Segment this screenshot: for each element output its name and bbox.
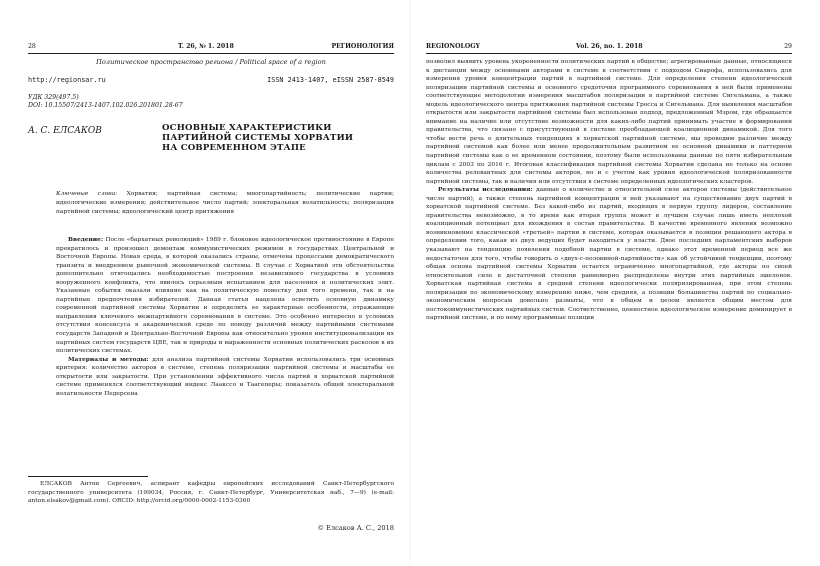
copyright: © Елсаков А. С., 2018 [317, 524, 394, 532]
title-line: ОСНОВНЫЕ ХАРАКТЕРИСТИКИ [162, 123, 332, 133]
keywords-text: Хорватия; партийная система; многопартийность; политические партии; идеологические измерения; действительное число партий; электоральная волатильность; поляризация партийной системы; идеологический центр притяжения [56, 191, 395, 215]
author-footnote [28, 480, 394, 506]
right-volume: Vol. 26, no. 1. 2018 [576, 43, 643, 50]
left-volume: T. 26, № 1. 2018 [178, 43, 234, 50]
section-title: Политическое пространство региона / Political space of a region [96, 58, 326, 66]
intro-text: После «бархатных революций» 1989 г. блоковое идеологическое противостояние в Европе прекратилось и произошел демонтаж коммунистических режимов в государствах Центральной и Восточной Европы. Новая среда, в которой оказались страны, отмечена процессами демократического транзита и внедрением рыночной экономической системы. В случае с Хорватией эти обстоятельства дополнительно отягощались необходимостью построения независимого государства в условиях вооруженного конфликта, что явилось серьезным испытанием для населения и политических элит. Указанные события оказали влияние как на политическую повестку дня того времени, так и на партийные предпочтения избирателей. Данная статья нацелена осветить основную динамику современной партийной системы Хорватии и определить ее характерные особенности, отражающие направления ключевого межпартийного соревнования в системе. Это особенно интересно в условиях отсутствия консенсуса в академической среде по поводу различий между партийными системами государств Западной и Центрально-Восточной Европы как относительно уровня институционализации их партийных систем государств ЦВЕ, так и природы и выраженности основных политических расколов в их политических системах. [56, 237, 395, 355]
results-text: данные о количестве и относительной силе акторов системы (действительное число партий), а также степень партийной концентрации в ней указывают на существование двух партий в хорватской партийной системе. Без какой-либо из партий, входящих в первую группу лидеров, составление правительства невозможно, в то время как вторая группа может в лучшем случае лишь иметь неплохой коалиционный потенциал для вхождения в состав правительства. В качестве временного явления возможно возникновение классической «третьей» партии в системе, которая оказывается в позиции решающего актора в определении того, какая из двух ведущих будет находиться у власти. Двое последних парламентских выборов указывают на тенденцию появления подобной партии в системе, однако этот временной период все же недостаточен для того, чтобы говорить о «двух-с-половиной-партийности» как об устойчивой тенденции, поэтому общая оснoва партийной системы Хорватии остается ограниченно многопартийной, где акторы по своей относительной силе в достаточной степени равномерно распределены внутри этих партийных эшелонов. Хорватская партийная система в средней степени идеологически поляризированная, при этом степень поляризации по экономическому измерению ниже, чем средняя, а позиции большинства партий по социально-экономическим вопросам довольно размыты, что в общем и целом является общим местом для постокоммунистических партийных систем. Соответственно, ценностное идеологическое измерение доминирует в партийной системе, и по нему программные позиции [426, 187, 792, 322]
doi[interactable]: DOI: 10.15507/2413-1407.102.026.201801.28-67 [28, 102, 183, 109]
right-body [426, 58, 792, 323]
keywords-label: Ключевые слова: [56, 191, 118, 197]
methods-paragraph [56, 356, 394, 399]
intro-label: Введение: [68, 236, 104, 243]
right-running-head [426, 42, 792, 52]
left-page-number: 28 [28, 43, 36, 50]
methods-label: Материалы и методы: [68, 355, 149, 363]
methods-text: для анализа партийной системы Хорватии использовались три основных критерия: количество акторов в системе, степень поляризации партийной системы и масштабы ее открытости или закрытости. При установлении эффективного числа партий в хорватской партийной системе применялся соответствующий индекс Лаакссо и Таагеперы; показатель общей электоральной волатильности Педерсена [56, 356, 394, 397]
author-name: А. С. ЕЛСАКОВ [28, 126, 102, 136]
abstract [56, 236, 394, 398]
url-issn-row [28, 76, 394, 84]
results-paragraph [426, 186, 792, 323]
right-page-number: 29 [784, 43, 792, 50]
left-running-head [28, 42, 394, 52]
keywords [56, 190, 394, 217]
journal-url[interactable]: http://regionsar.ru [28, 76, 106, 84]
methods-continued: позволил выявить уровень укорененности политических партий в обществе; агрегированные данные, относящиеся к дистанции между основными акторами в системе в соответствии с подходом Сиарофа, использовались для измерения уровня концентрации партий в партийной системе. Для определения степени идеологической поляризации партийной системы и основного средоточия программного соревнования в ней были применены соответствующие методологии измерения масштабов поляризации в партийной системе Сигельмана, а также модель идеологического центра притяжения партийной системы Гросса и Сигельмана. Для выявления масштабов открытости или закрытости партийной системы был использован подход, предложенный Мэром, где обращается внимание на наличие или отсутствие возможности для каких-либо партий принимать участие в формировании правительства, что связано с присутствующей в системе преобладающей коалиционной динамикой. Для того чтобы вести речь о длительных тенденциях в хорватской партийной системе, мы проводим различие между партийной системой как более или менее продолжительным развитием ее основной динамики и паттерном партийной системы как о ее временном состоянии, поэтому были использованы данные по пяти избирательным циклам с 2003 по 2016 г. Итоговая классификация партийной системы Хорватии сделана не только на основе количества релевантных для системы акторов, но и с учетом как уровня идеологической поляризованности партийной системы, так и наличия или отсутствия в системе определенных идеологических кластеров. [426, 59, 792, 185]
results-label: Результаты исследования: [438, 186, 533, 194]
title-line: ПАРТИЙНОЙ СИСТЕМЫ ХОРВАТИИ [162, 133, 354, 143]
left-header-rule [28, 53, 394, 54]
right-journal-name: REGIONOLOGY [426, 43, 480, 50]
page-fold [409, 0, 411, 566]
footnote-text: ЕЛСАКОВ Антон Сергеевич, аспирант кафедры европейских исследований Санкт-Петербургского государственного университета (199034, Россия, г. Санкт-Петербург, Университетская наб., 7—9) (e-mail: anton.elsakov@gmail.com). ORCID: http://orcid.org/0000-0002-1153-0360 [28, 481, 394, 505]
right-header-rule [426, 53, 792, 54]
left-journal-name: РЕГИОНОЛОГИЯ [331, 43, 394, 50]
left-page [28, 0, 394, 566]
title-line: НА СОВРЕМЕННОМ ЭТАПЕ [162, 143, 306, 153]
issn: ISSN 2413-1407, eISSN 2587-8549 [267, 76, 394, 84]
right-page [426, 0, 792, 566]
footnote-rule [28, 476, 148, 477]
udc: УДК 329(497.5) [28, 94, 79, 101]
intro-paragraph [56, 236, 394, 356]
article-title [162, 123, 392, 153]
